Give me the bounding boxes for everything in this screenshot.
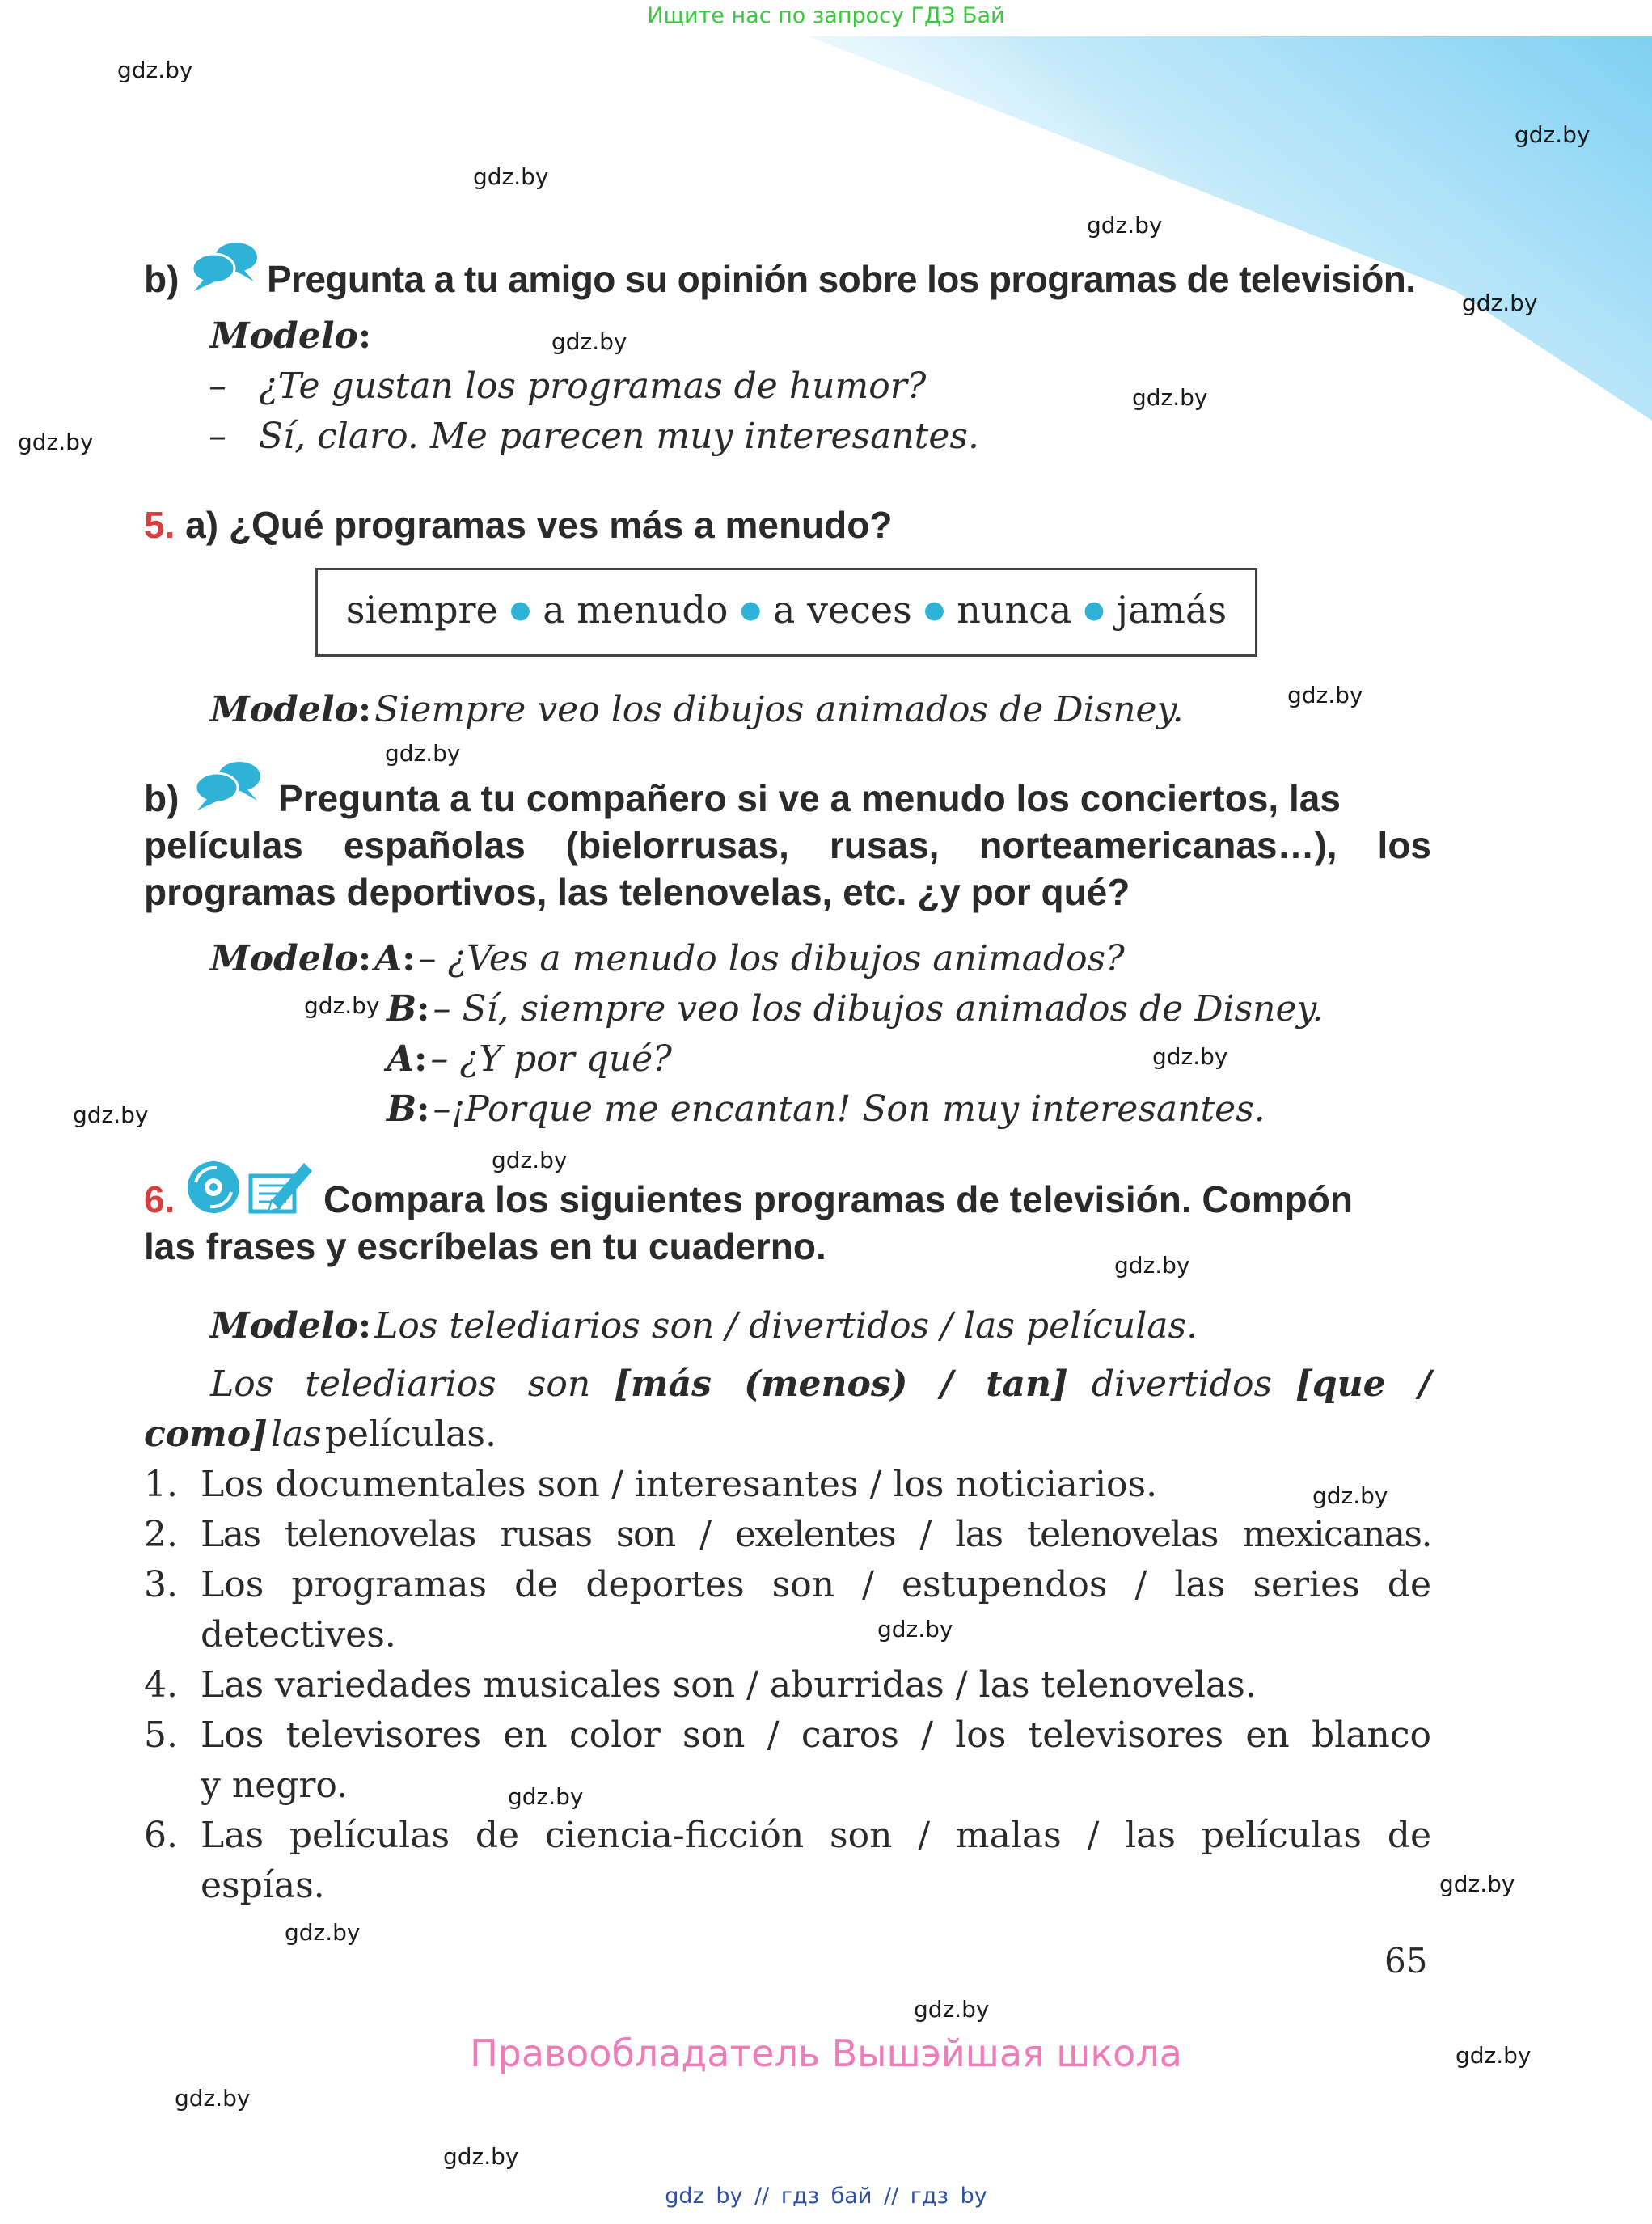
example-choice: [más (menos) / tan] — [614, 1364, 1068, 1405]
dialogue-line — [210, 938, 1125, 979]
modelo-line — [210, 1305, 1198, 1347]
watermark: gdz.by — [1114, 1252, 1190, 1279]
watermark: gdz.by — [304, 992, 380, 1019]
item-text: Los televisores en color son / caros / los televisores en blanco — [201, 1715, 1431, 1756]
watermark: gdz.by — [1462, 290, 1538, 316]
colon: : — [402, 938, 416, 979]
dialogue-text: –¡Porque me encantan! Son muy interesantes. — [433, 1089, 1265, 1130]
modelo-heading — [210, 315, 371, 357]
speaker-label: B — [387, 1089, 417, 1130]
watermark: gdz.by — [1132, 384, 1208, 411]
footer-link[interactable]: гдз бай — [780, 2184, 872, 2209]
example-text: las — [270, 1414, 322, 1455]
item-text: Las películas de ciencia-ficción son / malas / las películas de — [201, 1815, 1431, 1856]
example-text: Los telediarios son — [210, 1364, 591, 1405]
item-number: 1. — [144, 1464, 178, 1505]
watermark: gdz.by — [443, 2143, 519, 2170]
bullet-dot-icon: ● — [740, 596, 762, 624]
dialogue-line — [387, 988, 1324, 1030]
dash: – — [209, 366, 226, 407]
watermark: gdz.by — [1152, 1043, 1228, 1070]
bullet-dot-icon: ● — [923, 596, 945, 624]
task-instruction: Pregunta a tu compañero si ve a menudo los conciertos, las — [278, 777, 1341, 819]
colon: : — [414, 1038, 428, 1080]
dialogue-text: Sí, claro. Me parecen muy interesantes. — [259, 416, 979, 457]
footer-link[interactable]: гдз by — [910, 2184, 987, 2209]
modelo-label: Modelo — [210, 938, 358, 979]
page-number: 65 — [1384, 1941, 1428, 1981]
watermark: gdz.by — [117, 57, 193, 83]
item-number: 2. — [144, 1514, 178, 1555]
example-line — [210, 1364, 1431, 1405]
example-choice: [que / — [1295, 1364, 1432, 1405]
footer-separator: // — [754, 2184, 770, 2209]
speaker-label: B — [387, 988, 417, 1030]
dialogue-text: – Sí, siempre veo los dibujos animados de Disney. — [433, 988, 1324, 1030]
task-question: ¿Qué programas ves más a menudo? — [228, 504, 893, 546]
task-label: b) — [144, 777, 180, 819]
task-instruction: Pregunta a tu amigo su opinión sobre los programas de televisión. — [267, 258, 1416, 300]
example-text: divertidos — [1091, 1364, 1273, 1405]
watermark: gdz.by — [914, 1996, 990, 2023]
frequency-word-box — [315, 568, 1257, 657]
watermark: gdz.by — [877, 1616, 953, 1643]
dash: – — [209, 416, 226, 457]
dialogue-line — [387, 1038, 672, 1080]
watermark: gdz.by — [1312, 1482, 1388, 1509]
word: a veces — [772, 588, 912, 632]
dialogue-line — [387, 1089, 1265, 1130]
watermark: gdz.by — [1287, 682, 1363, 708]
bullet-dot-icon: ● — [1083, 596, 1105, 624]
colon: : — [416, 1089, 430, 1130]
example-choice: como] — [144, 1414, 268, 1455]
task-number: 6. — [144, 1178, 175, 1220]
task-heading — [144, 503, 892, 547]
task-number: 5. — [144, 504, 175, 546]
task-instruction: programas deportivos, las telenovelas, etc. ¿y por qué? — [144, 871, 1130, 913]
colon: : — [357, 938, 372, 979]
item-text: Los documentales son / interesantes / los noticiarios. — [201, 1464, 1158, 1505]
audio-disc-icon — [184, 1158, 243, 1216]
item-number: 4. — [144, 1664, 178, 1706]
example-text: películas. — [324, 1414, 496, 1455]
watermark: gdz.by — [1515, 121, 1591, 148]
task-label: b) — [144, 258, 180, 300]
corner-decoration — [0, 0, 1652, 421]
word: jamás — [1116, 588, 1227, 632]
dialogue-line — [209, 366, 926, 407]
watermark: gdz.by — [18, 429, 94, 455]
modelo-text: Los telediarios son / divertidos / las películas. — [374, 1305, 1198, 1347]
task-instruction: Compara los siguientes programas de televisión. Compón — [323, 1178, 1353, 1220]
modelo-label: Modelo — [210, 315, 358, 357]
footer-separator: // — [883, 2184, 899, 2209]
watermark: gdz.by — [1439, 1871, 1515, 1897]
watermark: gdz.by — [492, 1147, 568, 1173]
watermark: gdz.by — [285, 1919, 361, 1946]
item-text: Los programas de deportes son / estupendos / las series de — [201, 1564, 1431, 1605]
task-instruction: las frases y escríbelas en tu cuaderno. — [144, 1225, 826, 1267]
watermark: gdz.by — [385, 740, 461, 767]
item-text: Las telenovelas rusas son / exelentes / las telenovelas mexicanas. — [201, 1514, 1431, 1555]
footer-link[interactable]: gdz by — [665, 2184, 743, 2209]
watermark: gdz.by — [73, 1101, 149, 1128]
dialogue-text: – ¿Y por qué? — [430, 1038, 672, 1080]
speech-bubbles-icon — [191, 239, 260, 293]
bullet-dot-icon: ● — [509, 596, 531, 624]
writing-notebook-icon — [247, 1156, 315, 1216]
watermark: gdz.by — [1087, 212, 1163, 239]
item-number: 3. — [144, 1564, 178, 1605]
item-text: detectives. — [201, 1614, 396, 1655]
colon: : — [416, 988, 430, 1030]
item-text: Las variedades musicales son / aburridas / las telenovelas. — [201, 1664, 1257, 1706]
footer-links — [0, 2184, 1652, 2209]
item-text: espías. — [201, 1865, 325, 1906]
word-list — [318, 588, 1255, 632]
colon: : — [357, 689, 372, 730]
copyright-notice: Правообладатель Вышэйшая школа — [470, 2032, 1182, 2075]
modelo-label: Modelo — [210, 1305, 358, 1347]
item-number: 5. — [144, 1715, 178, 1756]
word: siempre — [345, 588, 498, 632]
task-instruction: películas españolas (bielorrusas, rusas, norteamericanas…), los — [144, 824, 1431, 866]
speaker-label: A — [374, 938, 403, 979]
dialogue-text: ¿Te gustan los programas de humor? — [259, 366, 927, 407]
modelo-text: Siempre veo los dibujos animados de Disney. — [374, 689, 1184, 730]
header-link[interactable]: Ищите нас по запросу ГДЗ Бай — [647, 3, 1005, 28]
dialogue-line — [209, 416, 979, 457]
item-text: y negro. — [201, 1765, 349, 1806]
modelo-line — [210, 689, 1184, 730]
watermark: gdz.by — [508, 1783, 584, 1810]
word: nunca — [957, 588, 1072, 632]
speech-bubbles-icon — [194, 759, 264, 812]
watermark: gdz.by — [1456, 2042, 1532, 2069]
watermark: gdz.by — [473, 163, 549, 190]
task-label: a) — [185, 504, 219, 546]
example-line — [144, 1414, 496, 1455]
colon: : — [357, 315, 372, 357]
watermark: gdz.by — [551, 328, 627, 355]
item-number: 6. — [144, 1815, 178, 1856]
word: a menudo — [543, 588, 729, 632]
modelo-label: Modelo — [210, 689, 358, 730]
colon: : — [357, 1305, 372, 1347]
speaker-label: A — [387, 1038, 415, 1080]
watermark: gdz.by — [175, 2085, 251, 2112]
dialogue-text: – ¿Ves a menudo los dibujos animados? — [418, 938, 1125, 979]
